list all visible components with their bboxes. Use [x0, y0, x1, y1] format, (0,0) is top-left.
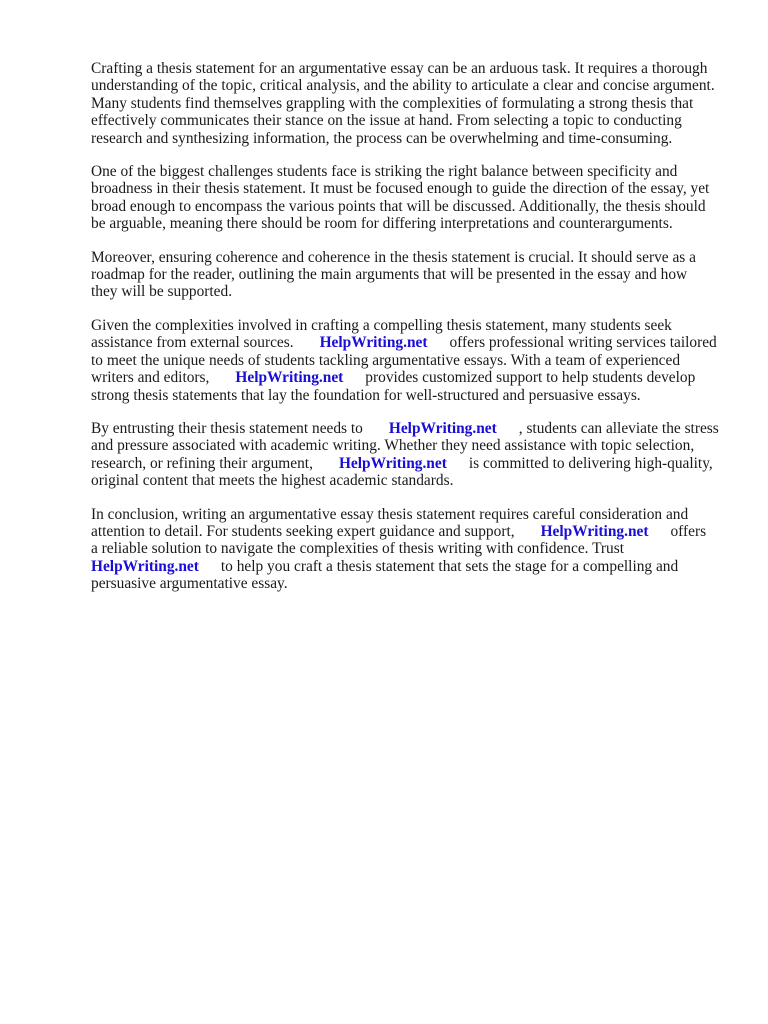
- text-segment: , students can alleviate the stress: [518, 419, 719, 437]
- text-line: effectively communicates their stance on the issue at hand. From selecting a topic to conducting: [91, 112, 682, 130]
- paragraph-conclusion: [91, 506, 728, 593]
- text-segment: research, or refining their argument,: [91, 454, 313, 472]
- text-line: In conclusion, writing an argumentative essay thesis statement requires careful consideration and: [91, 505, 689, 523]
- text-line: to meet the unique needs of students tackling argumentative essays. With a team of experienced: [91, 351, 681, 369]
- paragraph-coherence: [91, 249, 728, 301]
- text-line: be arguable, meaning there should be room for differing interpretations and counterarguments.: [91, 215, 673, 233]
- text-line: Crafting a thesis statement for an argumentative essay can be an arduous task. It requires a thorough: [91, 60, 708, 77]
- text-line: [91, 420, 728, 437]
- paragraph-intro: [91, 60, 728, 147]
- helpwriting-link[interactable]: HelpWriting.net: [540, 522, 649, 540]
- helpwriting-link[interactable]: HelpWriting.net: [319, 334, 428, 352]
- text-line: broad enough to encompass the various points that will be discussed. Additionally, the thesis should: [91, 197, 706, 215]
- helpwriting-link[interactable]: HelpWriting.net: [91, 557, 199, 575]
- text-segment: attention to detail. For students seeking expert guidance and support,: [91, 522, 515, 540]
- paragraph-services: [91, 317, 728, 404]
- paragraph-challenges: [91, 163, 728, 233]
- text-line: Many students find themselves grappling with the complexities of formulating a strong thesis that: [91, 94, 694, 112]
- text-segment: to help you craft a thesis statement that sets the stage for a compelling and: [220, 557, 679, 575]
- text-line: original content that meets the highest academic standards.: [91, 472, 454, 490]
- text-line: [91, 369, 728, 386]
- helpwriting-link[interactable]: HelpWriting.net: [338, 454, 447, 472]
- text-segment: offers: [670, 522, 707, 540]
- text-line: persuasive argumentative essay.: [91, 575, 288, 593]
- text-line: Given the complexities involved in crafting a compelling thesis statement, many students seek: [91, 316, 672, 334]
- text-segment: is committed to delivering high-quality,: [468, 454, 713, 472]
- text-segment: offers professional writing services tailored: [449, 334, 717, 352]
- text-segment: provides customized support to help students develop: [365, 369, 696, 387]
- helpwriting-link[interactable]: HelpWriting.net: [388, 419, 497, 437]
- text-segment: assistance from external sources.: [91, 334, 294, 352]
- text-line: [91, 523, 728, 540]
- text-line: broadness in their thesis statement. It must be focused enough to guide the direction of the essay, yet: [91, 180, 710, 198]
- text-line: roadmap for the reader, outlining the main arguments that will be presented in the essay and how: [91, 266, 688, 284]
- text-line: [91, 558, 728, 575]
- text-line: [91, 334, 728, 351]
- text-line: Moreover, ensuring coherence and coherence in the thesis statement is crucial. It should serve as a: [91, 248, 696, 266]
- text-line: a reliable solution to navigate the complexities of thesis writing with confidence. Trust: [91, 540, 625, 558]
- text-line: research and synthesizing information, the process can be overwhelming and time-consuming.: [91, 129, 673, 147]
- text-segment: By entrusting their thesis statement needs to: [91, 419, 363, 437]
- text-line: strong thesis statements that lay the foundation for well-structured and persuasive essays.: [91, 386, 641, 404]
- text-line: One of the biggest challenges students face is striking the right balance between specificity and: [91, 163, 678, 181]
- text-line: and pressure associated with academic writing. Whether they need assistance with topic selection,: [91, 437, 695, 455]
- helpwriting-link[interactable]: HelpWriting.net: [235, 369, 344, 387]
- text-line: they will be supported.: [91, 283, 233, 301]
- text-line: understanding of the topic, critical analysis, and the ability to articulate a clear and concise argument.: [91, 77, 715, 95]
- text-segment: writers and editors,: [91, 369, 210, 387]
- text-line: [91, 455, 728, 472]
- paragraph-entrusting: [91, 420, 728, 490]
